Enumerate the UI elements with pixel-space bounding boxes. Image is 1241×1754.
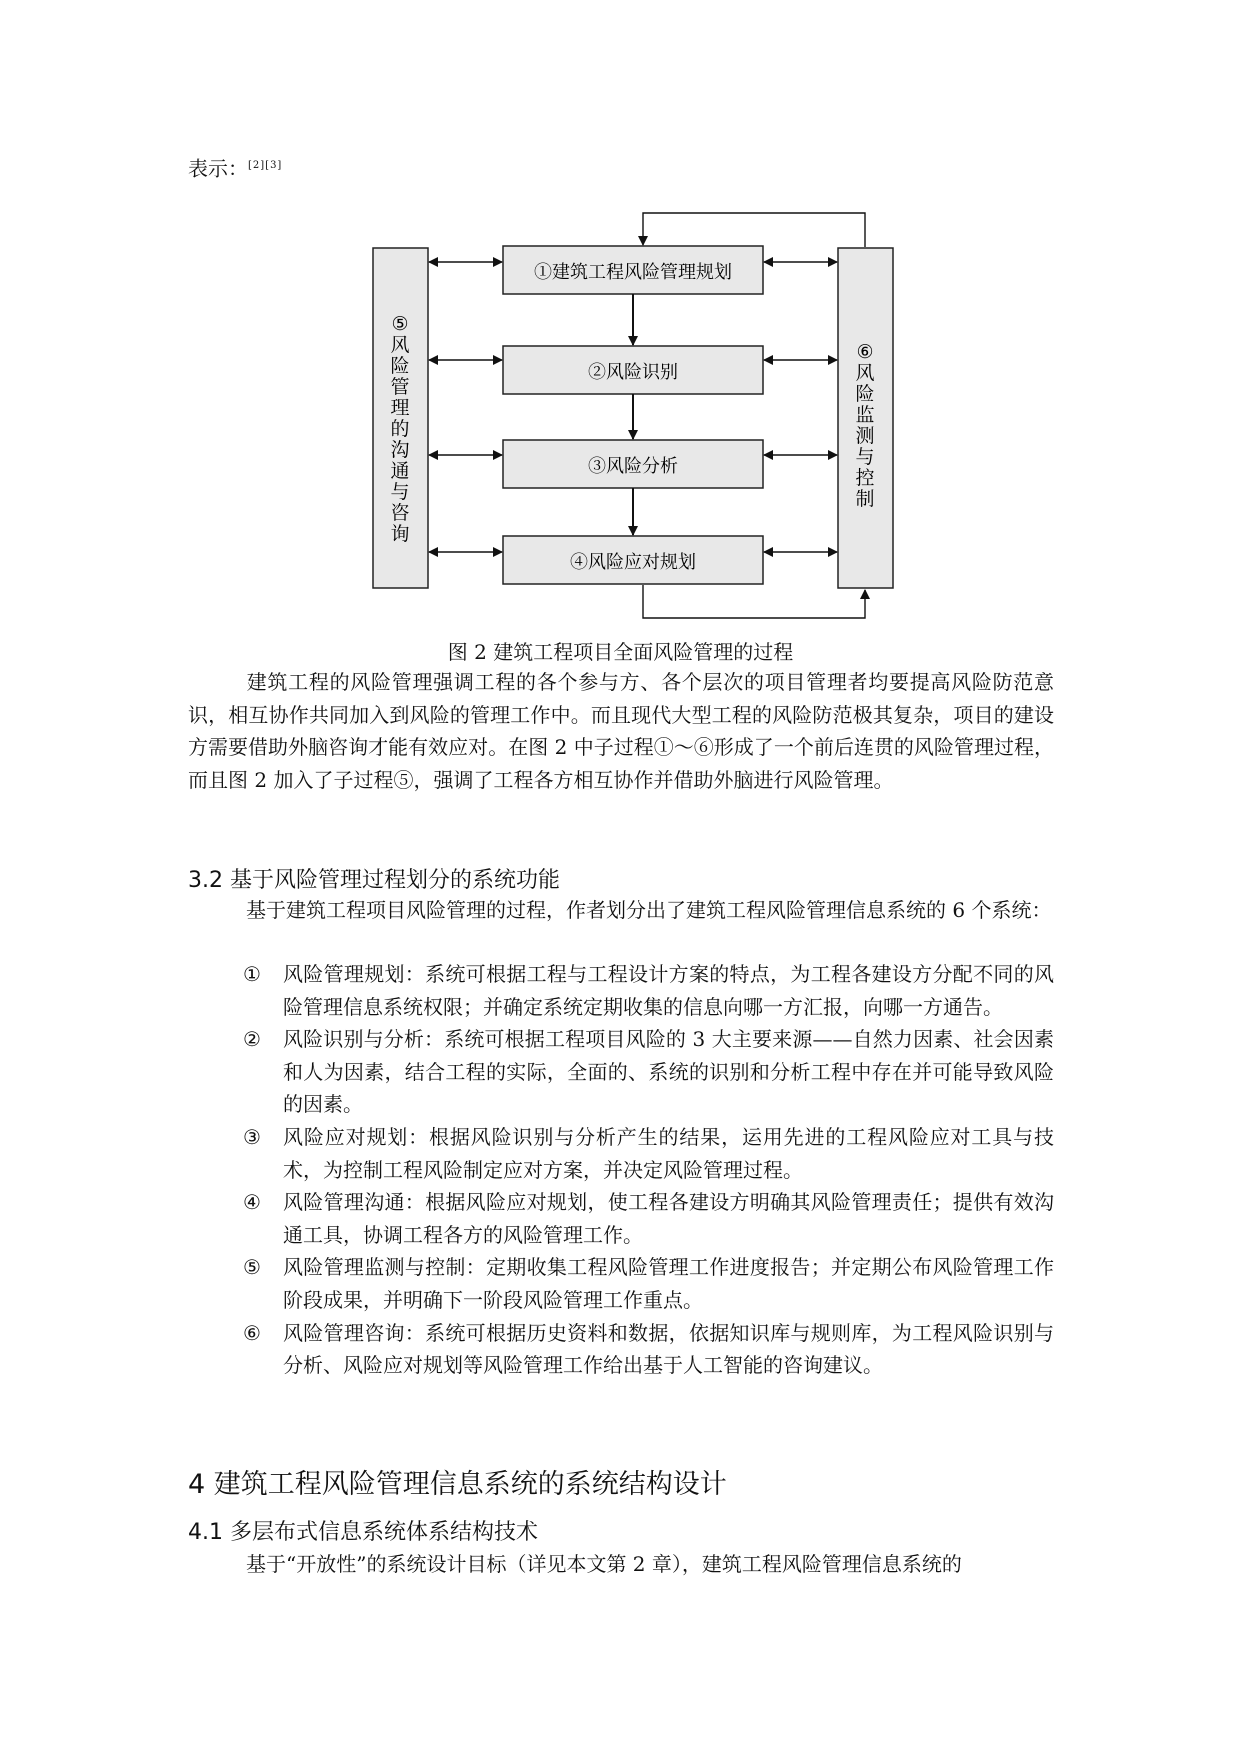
section-4-heading: 4 建筑工程风险管理信息系统的系统结构设计	[188, 1469, 727, 1500]
column-char: 通	[390, 460, 410, 482]
list-item-text: 风险管理咨询：系统可根据历史资料和数据，依据知识库与规则库，为工程风险识别与分析、风险应对规划等风险管理工作给出基于人工智能的咨询建议。	[283, 1320, 1054, 1378]
feedback-arrow-bottom	[643, 585, 865, 618]
list-item-text: 风险管理监测与控制：定期收集工程风险管理工作进度报告；并定期公布风险管理工作阶段成果，并明确下一阶段风险管理工作重点。	[283, 1255, 1054, 1312]
list-item-number: ②	[243, 1027, 261, 1052]
column-char: 询	[390, 523, 410, 545]
list-item-number: ⑥	[243, 1320, 261, 1345]
column-char: 风	[390, 334, 410, 356]
list-item	[243, 1121, 1054, 1186]
section-3-2-intro	[188, 894, 1054, 927]
left-column-label	[390, 313, 409, 545]
right-column-label	[855, 341, 874, 510]
citation-refs: [2][3]	[248, 160, 283, 171]
list-item-number: ③	[243, 1124, 261, 1149]
figure-caption: 图 2 建筑工程项目全面风险管理的过程	[447, 640, 794, 664]
column-char: 险	[390, 355, 410, 377]
column-char: ⑥	[856, 341, 874, 363]
process-box-2-label: ②风险识别	[588, 362, 678, 383]
list-item-number: ①	[243, 962, 261, 986]
column-char: 咨	[390, 502, 410, 524]
paragraph-1-text: 建筑工程的风险管理强调工程的各个参与方、各个层次的项目管理者均要提高风险防范意识，相互协作共同加入到风险的管理工作中。而且现代大型工程的风险防范极其复杂，项目的建设方需要借助外脑咨询才能有效应对。在图 2 中子过程①～⑥形成了一个前后连贯的风险管理过程，而且图 2 加入了子过程⑤，强调了工程各方相互协作并借助外脑进行风险管理。	[188, 670, 1054, 792]
list-item-text: 风险识别与分析：系统可根据工程项目风险的 3 大主要来源——自然力因素、社会因素和人为因素，结合工程的实际，全面的、系统的识别和分析工程中存在并可能导致风险的因素。	[283, 1027, 1054, 1117]
column-char: 制	[855, 488, 875, 510]
list-item-text: 风险应对规划：根据风险识别与分析产生的结果，运用先进的工程风险应对工具与技术，为控制工程风险制定应对方案，并决定风险管理过程。	[283, 1124, 1054, 1182]
column-char: 风	[855, 362, 875, 384]
feedback-arrow-top	[643, 213, 865, 247]
list-item	[243, 1186, 1054, 1251]
column-char: 的	[390, 418, 410, 440]
intro-text: 表示：	[188, 156, 248, 181]
column-char: 沟	[390, 439, 410, 461]
list-item	[243, 1317, 1054, 1382]
column-char: 与	[855, 446, 875, 468]
list-item	[243, 1023, 1054, 1121]
column-char: 理	[390, 397, 410, 419]
process-box-1-label: ①建筑工程风险管理规划	[534, 262, 732, 283]
function-list	[243, 958, 1054, 1382]
list-item-number: ④	[243, 1190, 261, 1215]
list-item	[243, 1251, 1054, 1316]
section-4-1-heading: 4.1 多层布式信息系统体系结构技术	[188, 1520, 538, 1545]
column-char: 监	[855, 404, 875, 426]
column-char: 险	[855, 383, 875, 405]
column-char: 测	[855, 425, 875, 447]
process-box-3-label: ③风险分析	[588, 456, 678, 477]
column-char: 控	[855, 467, 875, 489]
list-item-number: ⑤	[243, 1255, 261, 1280]
column-char: 与	[390, 481, 410, 503]
list-item-text: 风险管理规划：系统可根据工程与工程设计方案的特点，为工程各建设方分配不同的风险管理信息系统权限；并确定系统定期收集的信息向哪一方汇报，向哪一方通告。	[283, 962, 1054, 1019]
column-char: ⑤	[391, 313, 409, 335]
section-4-1-text-body: 基于“开放性”的系统设计目标（详见本文第 2 章），建筑工程风险管理信息系统的	[246, 1552, 962, 1576]
list-item	[243, 958, 1054, 1023]
paragraph-1	[188, 666, 1054, 796]
section-3-2-intro-text: 基于建筑工程项目风险管理的过程，作者划分出了建筑工程风险管理信息系统的 6 个系统：	[246, 898, 1052, 922]
section-3-2-heading: 3.2 基于风险管理过程划分的系统功能	[188, 868, 560, 893]
column-char: 管	[390, 376, 410, 398]
list-item-text: 风险管理沟通：根据风险应对规划，使工程各建设方明确其风险管理责任；提供有效沟通工具，协调工程各方的风险管理工作。	[283, 1190, 1054, 1247]
risk-process-diagram	[0, 0, 1241, 640]
section-4-1-text	[188, 1548, 1054, 1581]
process-box-4-label: ④风险应对规划	[570, 552, 696, 573]
